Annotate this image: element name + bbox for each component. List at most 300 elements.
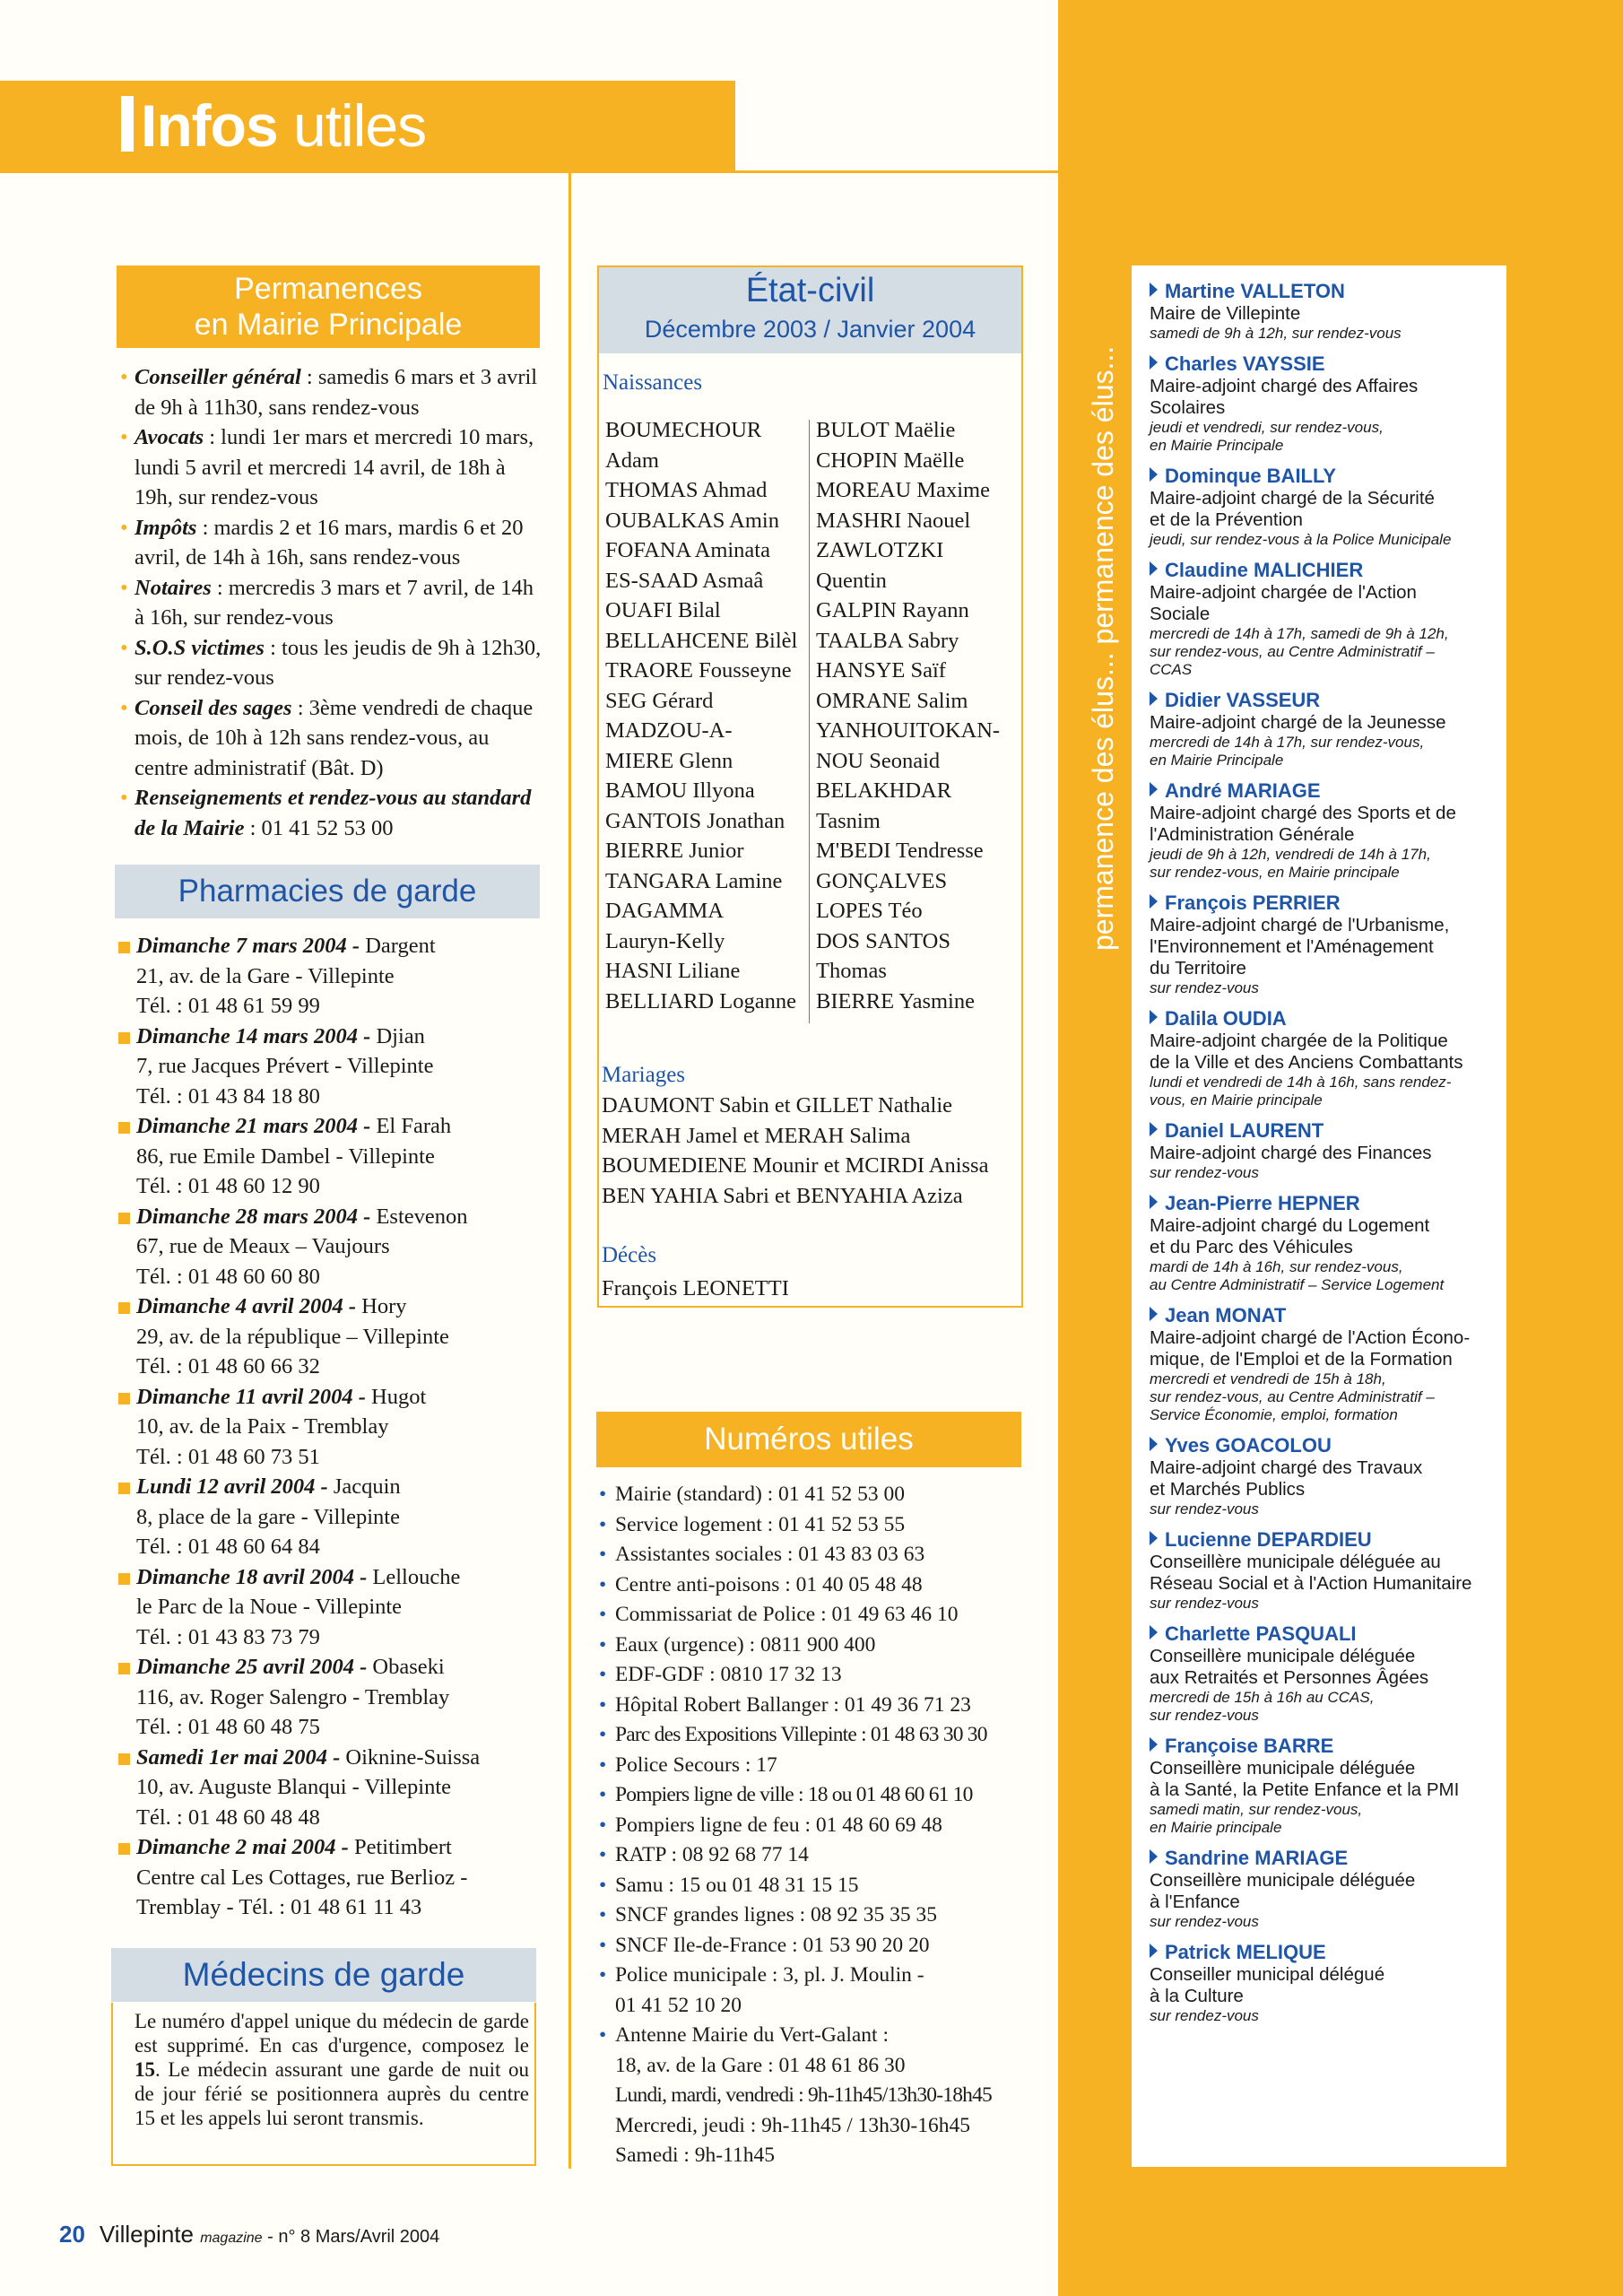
elu-role: Conseillère municipale déléguée au xyxy=(1150,1552,1441,1572)
naissances-separator xyxy=(809,420,810,1023)
permanence-label: Impôts xyxy=(135,515,197,540)
naissance-entry: DOS SANTOS xyxy=(816,928,950,953)
permanence-label: Notaires xyxy=(135,575,212,600)
pharmacy-line1 xyxy=(136,1832,556,1863)
permanence-item xyxy=(117,693,547,784)
elu-role: Maire-adjoint chargée de l'Action xyxy=(1150,582,1417,603)
naissance-entry: DAGAMMA xyxy=(605,899,725,923)
pharmacy-item xyxy=(117,1472,556,1562)
elu-role: Maire-adjoint chargé des Affaires xyxy=(1150,376,1419,396)
elu-name-text: Dominque BAILLY xyxy=(1165,465,1337,487)
elu-name-text: Didier VASSEUR xyxy=(1165,689,1321,711)
naissance-entry: BELAKHDAR xyxy=(816,778,952,803)
elu-role: aux Retraités et Personnes Âgées xyxy=(1150,1667,1429,1688)
naissance-entry: BIERRE Junior xyxy=(605,839,744,863)
pharmacy-name: Obaseki xyxy=(367,1655,445,1679)
naissance-entry: MASHRI Naouel xyxy=(816,508,971,533)
elu-name xyxy=(1150,352,1506,376)
numero-text: SNCF grandes lignes : 08 92 35 35 35 xyxy=(615,1903,938,1926)
elu-role: Maire-adjoint chargé des Travaux xyxy=(1150,1457,1423,1478)
numero-text: Eaux (urgence) : 0811 900 400 xyxy=(615,1632,876,1657)
naissances-right-column xyxy=(816,415,1020,1016)
play-arrow-icon xyxy=(1150,1437,1158,1451)
elu-role: à la Culture xyxy=(1150,1986,1244,2006)
bullet-dot: • xyxy=(599,1692,607,1717)
elu-entry xyxy=(1150,1528,1506,1613)
medecins-number: 15 xyxy=(135,2058,155,2081)
pharmacy-item xyxy=(117,1832,556,1923)
elu-note: mercredi de 14h à 17h, sur rendez-vous, xyxy=(1150,734,1425,751)
bullet-dot: • xyxy=(599,1512,607,1536)
play-arrow-icon xyxy=(1150,1195,1158,1209)
pharmacy-line1 xyxy=(136,1562,556,1593)
numero-subline: Mercredi, jeudi : 9h-11h45 / 13h30-16h45 xyxy=(615,2113,970,2137)
numero-item xyxy=(599,1931,1029,1961)
pharmacy-address: 116, av. Roger Salengro - Tremblay xyxy=(136,1684,450,1709)
naissance-entry: OUAFI Bilal xyxy=(605,598,721,622)
pharmacy-phone: Tél. : 01 48 60 66 32 xyxy=(136,1354,320,1378)
permanence-text: : 3ème vendredi de chaque mois, de 10h à 12h sans rendez-vous, au centre administratif (Bât. D) xyxy=(135,695,534,780)
permanence-label: S.O.S victimes xyxy=(135,635,265,660)
naissance-entry: OUBALKAS Amin xyxy=(605,508,779,533)
pharmacy-date: Dimanche 18 avril 2004 - xyxy=(136,1564,368,1589)
elu-name xyxy=(1150,1622,1506,1646)
pharmacy-item xyxy=(117,1652,556,1743)
naissance-entry: OMRANE Salim xyxy=(816,688,968,713)
elu-name xyxy=(1150,1304,1506,1327)
bullet-dot: • xyxy=(599,1903,607,1926)
naissance-entry: BELLAHCENE Bilèl xyxy=(605,628,798,653)
bullet-dot: • xyxy=(599,1813,607,1837)
pharmacy-address: 86, rue Emile Dambel - Villepinte xyxy=(136,1144,435,1169)
elu-name-text: François PERRIER xyxy=(1165,891,1341,914)
bullet-dot: • xyxy=(599,1752,607,1777)
pharmacy-address: Centre cal Les Cottages, rue Berlioz - xyxy=(136,1865,468,1890)
elu-name xyxy=(1150,559,1506,582)
naissance-entry: BIERRE Yasmine xyxy=(816,988,975,1013)
pharmacy-name: Petitimbert xyxy=(348,1835,452,1859)
permanence-text: : samedis 6 mars et 3 avril de 9h à 11h30, sans rendez-vous xyxy=(135,365,538,420)
elu-name xyxy=(1150,1192,1506,1215)
permanence-label: Avocats xyxy=(135,425,204,449)
play-arrow-icon xyxy=(1150,283,1158,297)
pharmacy-name: Hugot xyxy=(365,1384,427,1409)
elu-role: Maire-adjoint chargée de la Politique xyxy=(1150,1031,1448,1051)
pharmacy-item xyxy=(117,1292,556,1382)
elu-name-text: Charles VAYSSIE xyxy=(1165,352,1325,375)
numero-text: Samu : 15 ou 01 48 31 15 15 xyxy=(615,1873,859,1897)
permanence-item xyxy=(117,362,547,422)
numero-text: RATP : 08 92 68 77 14 xyxy=(615,1843,809,1866)
pharmacy-line1 xyxy=(136,1472,556,1502)
elu-entry xyxy=(1150,1119,1506,1182)
naissance-entry: GALPIN Rayann xyxy=(816,598,969,622)
elu-role: Maire-adjoint chargé de l'Action Écono- xyxy=(1150,1327,1471,1348)
pharmacy-date: Dimanche 28 mars 2004 - xyxy=(136,1204,371,1229)
permanence-text: : mercredis 3 mars et 7 avril, de 14h à 16h, sur rendez-vous xyxy=(135,575,534,630)
mariage-entry: BEN YAHIA Sabri et BENYAHIA Aziza xyxy=(602,1183,963,1208)
medecins-text xyxy=(135,2009,529,2130)
numero-text: Antenne Mairie du Vert-Galant : xyxy=(615,2023,889,2047)
play-arrow-icon xyxy=(1150,1531,1158,1545)
pharmacy-phone: Tél. : 01 48 60 60 80 xyxy=(136,1264,320,1289)
numero-item xyxy=(599,1540,1029,1570)
elu-note: au Centre Administratif – Service Logement xyxy=(1150,1276,1445,1293)
pharmacies-list xyxy=(117,931,556,1923)
naissance-entry: BAMOU Illyona xyxy=(605,778,755,803)
elu-role: Maire de Villepinte xyxy=(1150,303,1301,324)
header-rule xyxy=(0,170,1058,173)
pharmacy-item xyxy=(117,1562,556,1653)
pharmacy-item xyxy=(117,931,556,1022)
title-light: utiles xyxy=(293,92,427,159)
elu-entry xyxy=(1150,1847,1506,1931)
pharmacy-name: El Farah xyxy=(370,1114,452,1138)
pharmacy-name: Djian xyxy=(370,1023,425,1048)
naissance-entry: CHOPIN Maëlle xyxy=(816,448,965,473)
elu-name-text: Lucienne DEPARDIEU xyxy=(1165,1528,1372,1551)
medecins-text-after: . Le médecin assurant une garde de nuit ou de jour férié se positionnera auprès du centre 15 et les appels lui seront transmis. xyxy=(135,2058,529,2129)
elu-entry xyxy=(1150,559,1506,679)
numero-text: Commissariat de Police : 01 49 63 46 10 xyxy=(615,1603,959,1626)
bullet-dot: • xyxy=(599,1663,607,1686)
numeros-heading: Numéros utiles xyxy=(596,1412,1021,1467)
play-arrow-icon xyxy=(1150,1625,1158,1639)
elu-role: Maire-adjoint chargé de l'Urbanisme, xyxy=(1150,915,1450,935)
elu-role: du Territoire xyxy=(1150,958,1246,978)
pharmacy-line1 xyxy=(136,1652,556,1683)
elu-name-text: Claudine MALICHIER xyxy=(1165,559,1364,581)
elu-note: CCAS xyxy=(1150,661,1193,678)
bullet-dot: • xyxy=(599,1632,607,1657)
permanence-item xyxy=(117,573,547,633)
numero-text: Parc des Expositions Villepinte : 01 48 63 30 30 xyxy=(615,1723,987,1746)
numeros-list xyxy=(599,1480,1029,2171)
naissance-entry: ES-SAAD Asmaâ xyxy=(605,568,764,593)
bullet-dot: • xyxy=(120,425,128,449)
numero-text: Mairie (standard) : 01 41 52 53 00 xyxy=(615,1483,906,1506)
numero-subline: 01 41 52 10 20 xyxy=(615,1993,742,2017)
naissance-entry: LOPES Téo xyxy=(816,899,923,923)
elu-note: sur rendez-vous xyxy=(1150,1707,1259,1724)
square-bullet xyxy=(118,1753,130,1765)
pharmacy-phone: Tél. : 01 43 83 73 79 xyxy=(136,1624,320,1649)
elu-note: mercredi de 14h à 17h, samedi de 9h à 12h, xyxy=(1150,625,1449,642)
numero-subline: Samedi : 9h-11h45 xyxy=(615,2144,775,2167)
pharmacy-address: 67, rue de Meaux – Vaujours xyxy=(136,1234,390,1258)
numero-item xyxy=(599,2021,1029,2051)
numero-text: Police Secours : 17 xyxy=(615,1752,777,1777)
elu-note: en Mairie Principale xyxy=(1150,437,1284,454)
naissance-entry: HANSYE Saïf xyxy=(816,658,946,683)
elu-note: mardi de 14h à 16h, sur rendez-vous, xyxy=(1150,1258,1403,1275)
play-arrow-icon xyxy=(1150,691,1158,706)
elu-note: jeudi et vendredi, sur rendez-vous, xyxy=(1150,419,1384,436)
elu-role: Maire-adjoint chargé du Logement xyxy=(1150,1215,1430,1236)
elu-note: sur rendez-vous, en Mairie principale xyxy=(1150,864,1400,881)
play-arrow-icon xyxy=(1150,1944,1158,1958)
naissance-entry: TAALBA Sabry xyxy=(816,628,959,653)
bullet-dot: • xyxy=(599,1963,607,1987)
elu-name-text: Jean-Pierre HEPNER xyxy=(1165,1192,1360,1214)
play-arrow-icon xyxy=(1150,1849,1158,1864)
elu-name-text: Dalila OUDIA xyxy=(1165,1007,1287,1030)
elu-name xyxy=(1150,689,1506,712)
elu-name xyxy=(1150,891,1506,915)
pharmacy-date: Dimanche 21 mars 2004 - xyxy=(136,1114,371,1138)
naissance-entry: HASNI Liliane xyxy=(605,959,741,983)
numero-text: Service logement : 01 41 52 53 55 xyxy=(615,1512,906,1536)
elu-entry xyxy=(1150,1304,1506,1424)
elu-note: en Mairie Principale xyxy=(1150,752,1284,769)
numero-text: Assistantes sociales : 01 43 83 03 63 xyxy=(615,1543,925,1566)
play-arrow-icon xyxy=(1150,355,1158,370)
square-bullet xyxy=(118,1122,130,1134)
numero-item xyxy=(599,1900,1029,1931)
numero-item xyxy=(599,1811,1029,1841)
permanences-title-1: Permanences xyxy=(234,272,422,306)
elu-entry xyxy=(1150,779,1506,882)
pharmacy-name: Hory xyxy=(356,1294,407,1318)
permanence-label: Renseignements et rendez-vous au standard de la Mairie xyxy=(135,786,532,840)
pharmacy-phone: Tél. : 01 48 60 12 90 xyxy=(136,1174,320,1198)
elu-role: et de la Prévention xyxy=(1150,509,1303,530)
naissances-left-column xyxy=(605,415,808,1016)
pharmacy-line1 xyxy=(136,1743,556,1773)
naissance-entry: TANGARA Lamine xyxy=(605,868,783,893)
pharmacy-phone: Tél. : 01 48 60 48 48 xyxy=(136,1805,320,1830)
pharmacy-address: le Parc de la Noue - Villepinte xyxy=(136,1595,403,1619)
elu-role: Scolaires xyxy=(1150,397,1226,418)
elu-role: Conseillère municipale déléguée xyxy=(1150,1758,1416,1779)
pharmacy-phone: Tremblay - Tél. : 01 48 61 11 43 xyxy=(136,1895,422,1919)
elu-role: et Marchés Publics xyxy=(1150,1479,1306,1500)
numero-item xyxy=(599,1510,1029,1541)
pharmacy-item xyxy=(117,1382,556,1473)
elu-note: samedi matin, sur rendez-vous, xyxy=(1150,1801,1363,1818)
elu-role: l'Environnement et l'Aménagement xyxy=(1150,936,1434,957)
numero-item xyxy=(599,1961,1029,1991)
elu-entry xyxy=(1150,1941,1506,2025)
elu-entry xyxy=(1150,1192,1506,1294)
bullet-dot: • xyxy=(120,365,128,389)
pharmacy-line1 xyxy=(136,1292,556,1322)
elu-name-text: André MARIAGE xyxy=(1165,779,1321,802)
column-divider-right xyxy=(1060,172,1063,2169)
elu-role: Conseillère municipale déléguée xyxy=(1150,1870,1416,1891)
permanence-label: Conseil des sages xyxy=(135,695,292,720)
naissance-entry: BELLIARD Loganne xyxy=(605,988,796,1013)
naissance-entry: YANHOUITOKAN- xyxy=(816,718,1001,743)
pharmacy-address: 8, place de la gare - Villepinte xyxy=(136,1504,400,1529)
play-arrow-icon xyxy=(1150,1737,1158,1752)
numero-text: SNCF Ile-de-France : 01 53 90 20 20 xyxy=(615,1933,930,1957)
pharmacy-phone: Tél. : 01 43 84 18 80 xyxy=(136,1083,320,1109)
numero-text: Centre anti-poisons : 01 40 05 48 48 xyxy=(615,1572,923,1596)
vertical-label-text: permanence des élus... permanence des élus... xyxy=(1087,345,1119,951)
naissance-entry: BOUMECHOUR xyxy=(605,418,762,442)
bullet-dot: • xyxy=(599,1543,607,1566)
naissance-entry: TRAORE Fousseyne xyxy=(605,658,792,683)
naissance-entry: MADZOU-A- xyxy=(605,718,733,743)
naissance-entry: BULOT Maëlie xyxy=(816,418,956,442)
elu-name xyxy=(1150,1119,1506,1143)
numero-item xyxy=(599,1480,1029,1510)
elu-entry xyxy=(1150,1735,1506,1837)
play-arrow-icon xyxy=(1150,1122,1158,1136)
pharmacy-item xyxy=(117,1111,556,1202)
pharmacy-address: 29, av. de la république – Villepinte xyxy=(136,1324,449,1349)
naissance-entry: M'BEDI Tendresse xyxy=(816,839,984,863)
pharmacy-date: Lundi 12 avril 2004 - xyxy=(136,1474,328,1499)
elu-note: mercredi de 15h à 16h au CCAS, xyxy=(1150,1689,1375,1706)
naissance-entry: FOFANA Aminata xyxy=(605,538,770,562)
pharmacy-date: Dimanche 7 mars 2004 - xyxy=(136,934,360,958)
naissance-entry: Adam xyxy=(605,448,659,473)
elu-note: sur rendez-vous, au Centre Administratif – xyxy=(1150,1388,1435,1405)
naissance-entry: Lauryn-Kelly xyxy=(605,928,725,953)
naissance-entry: MIERE Glenn xyxy=(605,748,733,773)
footer xyxy=(59,2221,439,2248)
permanences-list xyxy=(117,362,547,843)
footer-magazine: magazine xyxy=(200,2231,263,2246)
permanence-text: : mardis 2 et 16 mars, mardis 6 et 20 avril, de 14h à 16h, sans rendez-vous xyxy=(135,515,524,570)
pharmacy-line1 xyxy=(136,931,556,961)
elu-note: mercredi et vendredi de 15h à 18h, xyxy=(1150,1370,1386,1387)
elu-role: Sociale xyxy=(1150,604,1211,624)
elu-name-text: Françoise BARRE xyxy=(1165,1735,1334,1757)
numero-item xyxy=(599,1720,1029,1751)
pharmacy-line1 xyxy=(136,1022,556,1052)
numero-text: Hôpital Robert Ballanger : 01 49 36 71 23 xyxy=(615,1692,971,1717)
elu-role: à l'Enfance xyxy=(1150,1892,1240,1912)
elu-name-text: Daniel LAURENT xyxy=(1165,1119,1324,1142)
pharmacy-name: Dargent xyxy=(360,934,436,958)
numero-subline: Lundi, mardi, vendredi : 9h-11h45/13h30-18h45 xyxy=(615,2083,993,2107)
column-divider-left xyxy=(568,172,571,2169)
page-title xyxy=(121,90,426,161)
deces-label: Décès xyxy=(602,1243,657,1267)
title-bar-mark xyxy=(121,96,134,152)
pharmacy-address: 21, av. de la Gare - Villepinte xyxy=(136,963,395,988)
medecins-text-before: Le numéro d'appel unique du médecin de garde est supprimé. En cas d'urgence, composez le xyxy=(135,2010,529,2057)
elu-role: l'Administration Générale xyxy=(1150,824,1355,845)
permanence-item xyxy=(117,422,547,513)
elu-note: en Mairie principale xyxy=(1150,1819,1282,1836)
play-arrow-icon xyxy=(1150,782,1158,796)
elu-note: sur rendez-vous xyxy=(1150,1595,1259,1612)
elu-note: samedi de 9h à 12h, sur rendez-vous xyxy=(1150,325,1402,342)
pharmacy-date: Dimanche 25 avril 2004 - xyxy=(136,1655,368,1679)
elu-name xyxy=(1150,1735,1506,1758)
permanence-item xyxy=(117,783,547,843)
mariage-entry: DAUMONT Sabin et GILLET Nathalie xyxy=(602,1093,953,1118)
mariages-label: Mariages xyxy=(602,1063,686,1087)
elu-entry xyxy=(1150,891,1506,997)
bullet-dot: • xyxy=(599,1843,607,1866)
permanence-text: : tous les jeudis de 9h à 12h30, sur rendez-vous xyxy=(135,635,542,690)
elu-entry xyxy=(1150,352,1506,455)
bullet-dot: • xyxy=(120,515,128,540)
elu-note: sur rendez-vous xyxy=(1150,1500,1259,1518)
etat-civil-subtitle: Décembre 2003 / Janvier 2004 xyxy=(644,316,976,343)
title-bold: Infos xyxy=(141,92,278,159)
play-arrow-icon xyxy=(1150,561,1158,576)
permanence-label: Conseiller général xyxy=(135,365,301,389)
permanence-item xyxy=(117,513,547,573)
numero-item xyxy=(599,1631,1029,1661)
pharmacy-name: Oiknine-Suissa xyxy=(340,1744,481,1770)
elu-entry xyxy=(1150,280,1506,343)
elu-note: vous, en Mairie principale xyxy=(1150,1091,1323,1109)
elu-name-text: Sandrine MARIAGE xyxy=(1165,1847,1349,1869)
square-bullet xyxy=(118,1663,130,1674)
elu-name xyxy=(1150,1847,1506,1870)
naissances-label: Naissances xyxy=(603,370,703,395)
elu-role: Maire-adjoint chargé de la Sécurité xyxy=(1150,488,1435,509)
elu-role: Conseiller municipal délégué xyxy=(1150,1964,1385,1985)
naissance-entry: THOMAS Ahmad xyxy=(605,478,768,502)
pharmacy-date: Dimanche 2 mai 2004 - xyxy=(136,1835,349,1859)
square-bullet xyxy=(118,942,130,953)
elu-name xyxy=(1150,280,1506,303)
naissance-entry: MOREAU Maxime xyxy=(816,478,990,502)
pharmacy-item xyxy=(117,1202,556,1292)
deces-entry: François LEONETTI xyxy=(602,1276,789,1300)
permanences-title-2: en Mairie Principale xyxy=(194,308,463,342)
pharmacy-phone: Tél. : 01 48 60 64 84 xyxy=(136,1535,320,1559)
elu-note: Service Économie, emploi, formation xyxy=(1150,1406,1398,1423)
elu-note: jeudi de 9h à 12h, vendredi de 14h à 17h, xyxy=(1150,846,1431,863)
numero-item xyxy=(599,1660,1029,1691)
numero-item xyxy=(599,1840,1029,1871)
elu-name xyxy=(1150,1434,1506,1457)
bullet-dot: • xyxy=(599,1873,607,1897)
elu-name-text: Charlette PASQUALI xyxy=(1165,1622,1357,1645)
pharmacy-phone: Tél. : 01 48 60 73 51 xyxy=(136,1444,320,1469)
page-number: 20 xyxy=(59,2221,85,2248)
elu-name-text: Yves GOACOLOU xyxy=(1165,1434,1332,1457)
naissance-entry: SEG Gérard xyxy=(605,688,714,713)
elu-role: de la Ville et des Anciens Combattants xyxy=(1150,1052,1463,1073)
naissance-entry: NOU Seonaid xyxy=(816,748,941,773)
footer-issue: - n° 8 Mars/Avril 2004 xyxy=(262,2227,440,2247)
elu-role: Maire-adjoint chargé des Finances xyxy=(1150,1143,1432,1163)
square-bullet xyxy=(118,1393,130,1405)
elu-entry xyxy=(1150,689,1506,770)
square-bullet xyxy=(118,1213,130,1224)
mariage-entry: MERAH Jamel et MERAH Salima xyxy=(602,1123,911,1148)
pharmacies-heading: Pharmacies de garde xyxy=(115,865,540,918)
pharmacy-address: 10, av. de la Paix - Tremblay xyxy=(136,1414,389,1439)
mariage-entry: BOUMEDIENE Mounir et MCIRDI Anissa xyxy=(602,1153,989,1178)
elu-note: lundi et vendredi de 14h à 16h, sans rendez- xyxy=(1150,1074,1452,1091)
naissance-entry: ZAWLOTZKI xyxy=(816,538,944,562)
elu-name-text: Jean MONAT xyxy=(1165,1304,1287,1326)
play-arrow-icon xyxy=(1150,1307,1158,1321)
elu-name xyxy=(1150,1528,1506,1552)
naissance-entry: Tasnim xyxy=(816,808,881,833)
play-arrow-icon xyxy=(1150,1010,1158,1024)
bullet-dot: • xyxy=(599,1603,607,1626)
elu-name xyxy=(1150,1941,1506,1964)
numero-text: Police municipale : 3, pl. J. Moulin - xyxy=(615,1963,924,1987)
elus-list xyxy=(1150,280,1506,2035)
play-arrow-icon xyxy=(1150,467,1158,482)
numero-item xyxy=(599,1780,1029,1811)
bullet-dot: • xyxy=(599,2023,607,2047)
pharmacy-line1 xyxy=(136,1382,556,1413)
